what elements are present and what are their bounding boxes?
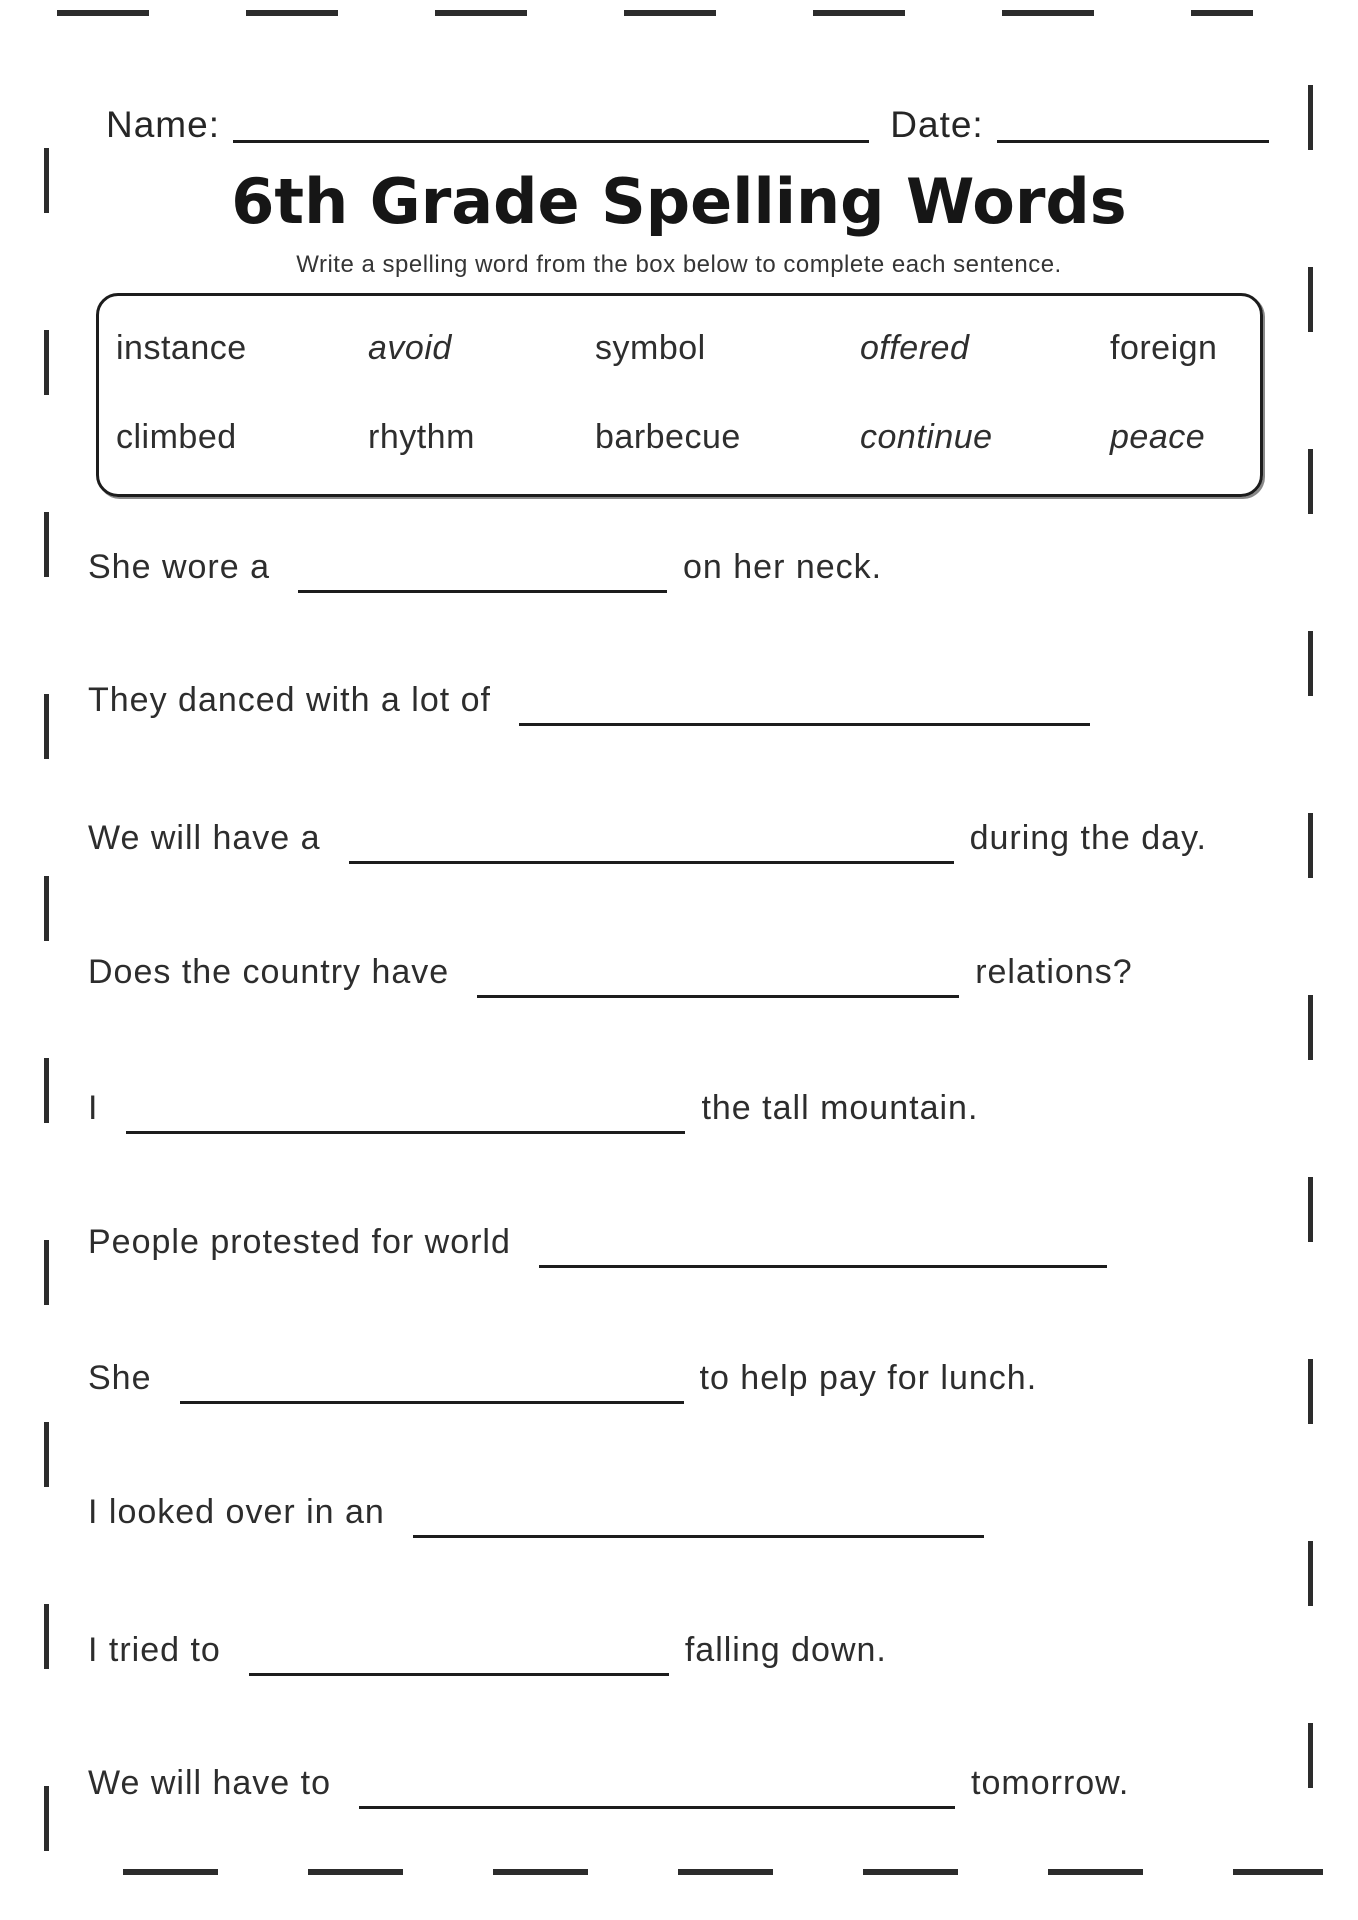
answer-blank-3[interactable] (349, 861, 954, 864)
answer-blank-9[interactable] (249, 1673, 669, 1676)
word-bank-word-barbecue: barbecue (595, 418, 741, 456)
answer-blank-8[interactable] (413, 1535, 984, 1538)
word-bank-word-foreign: foreign (1110, 329, 1218, 367)
sentence-text-before: I tried to (88, 1631, 221, 1669)
word-bank-word-avoid: avoid (368, 329, 452, 367)
sentence-row-5 (88, 1083, 978, 1133)
sentence-text-after: falling down. (684, 1631, 887, 1669)
sentence-text-before: I looked over in an (88, 1493, 385, 1531)
sentence-text-after: tomorrow. (971, 1764, 1130, 1802)
word-bank-word-rhythm: rhythm (368, 418, 475, 456)
sentence-row-4 (88, 947, 1133, 997)
sentence-row-8 (88, 1487, 1000, 1537)
name-input-line[interactable] (233, 140, 869, 143)
sentence-text-after: on her neck. (683, 548, 883, 586)
sentence-text-before: I (88, 1089, 99, 1127)
sentence-row-2 (88, 675, 1106, 725)
right-cut-dashes (1308, 85, 1313, 1789)
word-bank-word-symbol: symbol (595, 329, 706, 367)
answer-blank-1[interactable] (298, 590, 667, 593)
word-bank-box (96, 293, 1263, 497)
sentence-text-before: She wore a (88, 548, 270, 586)
answer-blank-4[interactable] (477, 995, 959, 998)
sentence-text-before: We will have to (88, 1764, 332, 1802)
sentence-row-3 (88, 813, 1207, 863)
answer-blank-6[interactable] (539, 1265, 1107, 1268)
word-bank-word-offered: offered (860, 329, 970, 367)
sentence-row-7 (88, 1353, 1037, 1403)
sentence-row-6 (88, 1217, 1123, 1267)
page-title: 6th Grade Spelling Words (231, 165, 1127, 238)
word-bank-word-peace: peace (1110, 418, 1206, 456)
date-input-line[interactable] (997, 140, 1269, 143)
answer-blank-2[interactable] (519, 723, 1090, 726)
sentence-text-before: People protested for world (88, 1223, 511, 1261)
sentence-text-after: during the day. (969, 819, 1207, 857)
name-date-row (106, 104, 1269, 146)
left-cut-dashes (44, 148, 49, 1852)
date-label: Date: (890, 104, 984, 145)
sentence-text-before: She (88, 1359, 152, 1397)
sentence-text-before: Does the country have (88, 953, 450, 991)
name-label: Name: (106, 104, 220, 145)
sentence-row-9 (88, 1625, 887, 1675)
sentence-text-after: to help pay for lunch. (699, 1359, 1038, 1397)
answer-blank-10[interactable] (359, 1806, 955, 1809)
sentence-text-before: We will have a (88, 819, 321, 857)
word-bank-word-climbed: climbed (116, 418, 237, 456)
answer-blank-7[interactable] (180, 1401, 684, 1404)
sentence-text-after: relations? (975, 953, 1133, 991)
word-bank-word-instance: instance (116, 329, 247, 367)
top-cut-dashes (57, 10, 1253, 16)
answer-blank-5[interactable] (126, 1131, 685, 1134)
sentence-text-after: the tall mountain. (701, 1089, 979, 1127)
instructions-text: Write a spelling word from the box below to complete each sentence. (296, 251, 1062, 278)
sentence-row-10 (88, 1758, 1129, 1808)
word-bank-word-continue: continue (860, 418, 993, 456)
sentence-row-1 (88, 542, 882, 592)
bottom-cut-dashes (123, 1869, 1323, 1875)
sentence-text-before: They danced with a lot of (88, 681, 492, 719)
